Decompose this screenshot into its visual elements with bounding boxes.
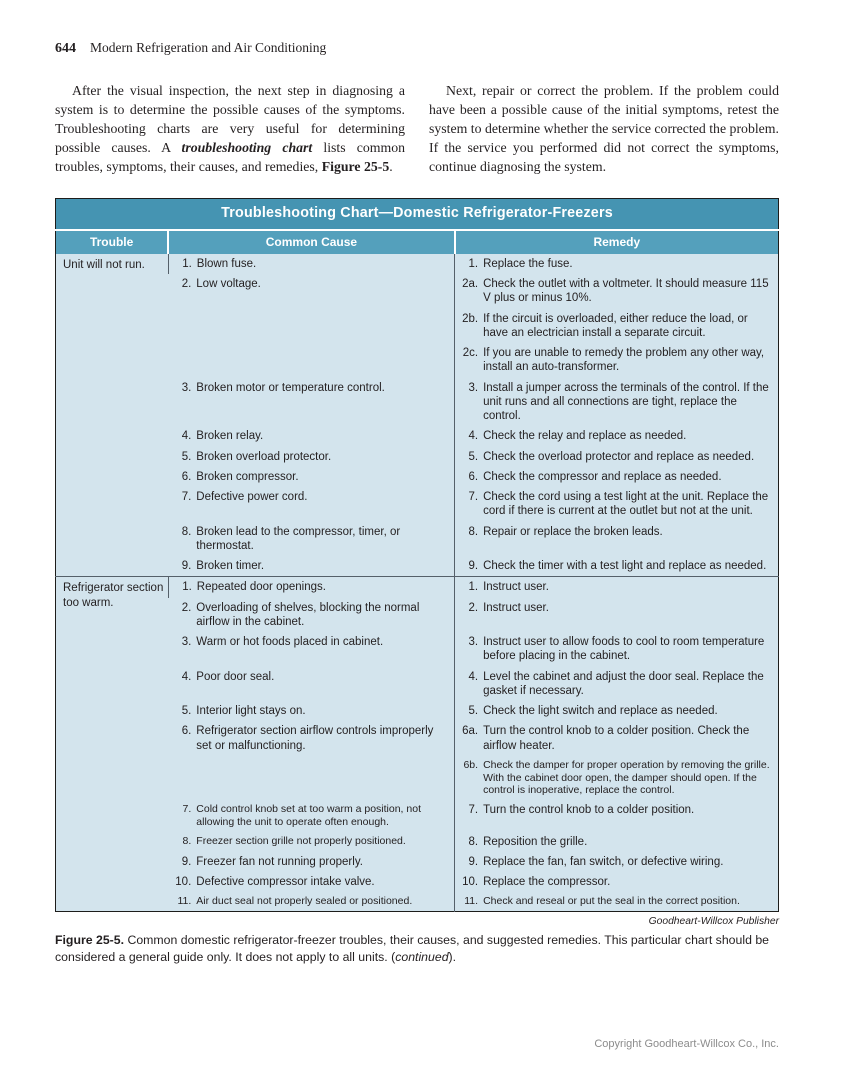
item-text: Check the relay and replace as needed. [483,430,687,443]
item-text: Broken motor or temperature control. [196,381,385,394]
item-text: Check the compressor and replace as needed. [483,470,722,483]
text-segment: Figure 25-5. [55,933,128,948]
item-text: Check the outlet with a voltmeter. It should measure 115 V plus or minus 10%. [483,278,769,305]
publisher-credit: Goodheart-Willcox Publisher [648,916,779,928]
item-number: 2a. [462,278,479,290]
text-segment: Figure 25-5 [321,159,390,175]
numbered-item [174,855,448,869]
remedy-cell [455,701,779,721]
item-number: 1. [182,581,192,594]
item-text: Instruct user to allow foods to cool to room temperature before placing in the cabinet. [483,636,765,663]
text-segment: After the visual inspection, the next step in diagnosing a system is to determine the possible causes of the symptoms. Troubleshooting charts are very useful for determining possible causes. A [55,83,405,156]
item-number: 9. [468,560,479,572]
item-number: 5. [468,705,479,717]
numbered-item [461,601,772,615]
remedy-cell [455,832,779,852]
numbered-item [461,346,772,375]
item-text: Defective power cord. [196,491,308,503]
remedy-cell [455,522,779,557]
numbered-item [174,450,448,464]
remedy-cell [455,598,779,633]
item-text: Low voltage. [196,278,261,290]
item-text: Broken timer. [196,560,265,572]
numbered-item [461,895,772,908]
remedy-cell [455,274,779,378]
remedy-cell [455,577,779,598]
item-text: Air duct seal not properly sealed or positioned. [196,895,413,908]
item-number: 9. [468,855,479,868]
text-segment: continued [395,949,449,964]
remedy-cell [455,447,779,467]
cause-cell [168,721,454,800]
cause-cell [168,598,454,633]
numbered-item [461,381,772,424]
copyright-notice: Copyright Goodheart-Willcox Co., Inc. [594,1038,779,1050]
numbered-item [461,257,772,271]
item-text: Refrigerator section airflow controls improperly set or malfunctioning. [196,725,434,752]
item-number: 2. [181,278,192,290]
numbered-item [461,312,772,341]
remedy-cell [455,556,779,577]
numbered-item [174,470,448,484]
item-text: Cold control knob set at too warm a position, not allowing the unit to operate often enough. [196,803,421,828]
page-header [55,40,779,57]
page-number: 644 [55,41,76,56]
numbered-item [461,559,772,573]
table-row [56,577,779,598]
remedy-cell [455,872,779,892]
item-text: Defective compressor intake valve. [196,876,375,889]
item-text: Check the overload protector and replace as needed. [483,450,755,463]
numbered-item [461,759,772,797]
text-segment: . [389,159,393,175]
remedy-cell [455,632,779,667]
item-text: Broken lead to the compressor, timer, or thermostat. [196,525,401,552]
item-number: 6. [181,725,192,738]
numbered-item [461,277,772,306]
item-text: Warm or hot foods placed in cabinet. [196,636,384,648]
remedy-cell [455,426,779,446]
table-body [56,254,779,912]
item-number: 8. [468,525,479,538]
troubleshooting-table [55,198,779,912]
numbered-item [174,670,448,684]
item-number: 6. [468,470,479,483]
cause-cell [168,852,454,872]
numbered-item [174,429,448,443]
item-number: 7. [468,491,479,503]
numbered-item [461,855,772,869]
cause-cell [168,632,454,667]
item-number: 2c. [462,347,479,359]
item-number: 7. [468,804,479,817]
table-title-row [56,199,779,230]
figure-caption [55,932,779,964]
trouble-cell: Refrigerator section too warm. [56,577,169,912]
numbered-item [461,525,772,539]
cause-cell [168,892,454,911]
numbered-item [174,895,448,908]
item-text: Check the light switch and replace as needed. [483,705,718,717]
cause-cell [168,701,454,721]
column-header-trouble: Trouble [56,230,169,254]
item-text: Poor door seal. [196,670,275,683]
remedy-cell [455,852,779,872]
cause-cell [168,378,454,427]
item-number: 7. [182,803,192,816]
text-segment: Next, repair or correct the problem. If the problem could have been a possible cause of the initial symptoms, retest the system to determine whether the service corrected the problem. If the service you performed did not correct the symptoms, continue diagnosing the system. [429,83,779,175]
numbered-item [461,490,772,519]
cause-cell [168,487,454,522]
item-text: Freezer section grille not properly positioned. [196,834,406,847]
numbered-item [174,381,448,395]
item-number: 3. [468,381,479,394]
text-segment: lists common troubles, symptoms, their causes, and remedies, [55,140,405,175]
item-text: Overloading of shelves, blocking the normal airflow in the cabinet. [196,601,420,628]
cause-cell [168,274,454,378]
item-number: 4. [468,430,479,443]
text-segment: troubleshooting chart [181,140,313,156]
text-segment: ). [448,949,457,964]
item-number: 8. [181,525,192,538]
numbered-item [174,724,448,753]
remedy-cell [455,487,779,522]
item-text: Check the timer with a test light and replace as needed. [483,560,767,572]
item-number: 5. [181,705,192,717]
remedy-cell [455,467,779,487]
item-number: 6. [181,470,192,483]
column-header-remedy: Remedy [455,230,779,254]
item-number: 10. [175,876,192,889]
item-number: 8. [182,834,192,847]
item-number: 1. [468,257,479,270]
trouble-cell: Unit will not run. [63,258,145,271]
numbered-item [461,470,772,484]
item-text: Broken relay. [196,430,264,443]
item-number: 3. [181,636,192,648]
item-text: Interior light stays on. [196,705,306,717]
numbered-item [461,724,772,753]
numbered-item [174,635,448,649]
item-number: 1. [468,581,479,594]
remedy-cell [455,254,779,274]
item-number: 10. [462,876,479,889]
cause-cell [168,426,454,446]
item-number: 6a. [462,725,479,738]
item-number: 6b. [463,758,479,771]
intro-text [55,81,779,176]
numbered-item [174,277,448,291]
item-number: 4. [181,430,192,443]
item-text: Replace the fuse. [483,257,573,270]
numbered-item [461,670,772,699]
item-text: Level the cabinet and adjust the door seal. Replace the gasket if necessary. [483,670,764,697]
item-text: Check the damper for proper operation by removing the grille. With the cabinet door open, the damper should open. If the control is inoperative, replace the control. [483,758,770,797]
remedy-cell [455,892,779,911]
numbered-item [174,803,448,829]
numbered-item [174,525,448,554]
item-number: 4. [181,670,192,683]
table-row [56,254,779,274]
item-text: Blown fuse. [196,257,257,270]
intro-paragraph-right [429,81,779,176]
item-text: If the circuit is overloaded, either reduce the load, or have an electrician install a separate circuit. [483,312,748,339]
numbered-item [174,704,448,718]
numbered-item [174,875,448,889]
item-number: 2. [468,601,479,614]
intro-paragraph-left [55,81,405,176]
item-number: 11. [177,895,192,908]
numbered-item [175,580,448,594]
numbered-item [461,635,772,664]
item-text: Turn the control knob to a colder position. Check the airflow heater. [483,725,750,752]
item-number: 2. [181,601,192,614]
item-text: Instruct user. [483,601,549,614]
cause-cell [168,556,454,577]
numbered-item [461,875,772,889]
item-number: 5. [468,450,479,463]
cause-cell [168,872,454,892]
numbered-item [175,257,448,271]
numbered-item [461,429,772,443]
cause-cell [168,667,454,702]
item-number: 9. [181,560,192,572]
numbered-item [461,580,772,594]
remedy-cell [455,667,779,702]
numbered-item [461,803,772,817]
item-text: Reposition the grille. [483,835,588,848]
item-number: 2b. [462,312,479,325]
numbered-item [174,601,448,630]
item-number: 3. [468,636,479,648]
cause-cell [168,832,454,852]
item-text: Broken overload protector. [196,450,332,463]
item-number: 9. [181,855,192,868]
remedy-cell [455,378,779,427]
cause-cell [168,467,454,487]
cause-cell [168,577,454,598]
item-text: Freezer fan not running properly. [196,855,363,868]
numbered-item [461,450,772,464]
item-number: 3. [181,381,192,394]
cause-cell [168,447,454,467]
item-number: 11. [464,895,479,908]
text-segment: Common domestic refrigerator-freezer troubles, their causes, and suggested remedies. This particular chart should be considered a general guide only. It does not apply to all units. ( [55,933,770,964]
numbered-item [461,704,772,718]
item-text: Replace the fan, fan switch, or defective wiring. [483,855,724,868]
item-text: Turn the control knob to a colder position. [483,804,695,817]
cause-cell [168,254,454,274]
item-number: 5. [181,450,192,463]
item-text: Broken compressor. [196,470,299,483]
remedy-cell [455,721,779,800]
item-text: Install a jumper across the terminals of the control. If the unit runs and all connections are tight, replace the control. [483,381,769,422]
cause-cell [168,522,454,557]
numbered-item [461,835,772,849]
item-number: 8. [468,835,479,848]
column-header-cause: Common Cause [168,230,454,254]
table-title: Troubleshooting Chart—Domestic Refrigerator-Freezers [56,199,779,230]
item-text: Instruct user. [483,581,549,594]
item-text: If you are unable to remedy the problem any other way, install an auto-transformer. [483,347,765,374]
item-number: 1. [182,257,192,270]
item-text: Check the cord using a test light at the unit. Replace the cord if there is current at the outlet but not at the unit. [483,491,769,518]
table-header-row [56,230,779,254]
item-text: Repair or replace the broken leads. [483,525,663,538]
running-title: Modern Refrigeration and Air Conditioning [90,40,327,55]
item-number: 7. [181,491,192,503]
item-text: Repeated door openings. [196,581,326,594]
item-text: Check and reseal or put the seal in the correct position. [483,895,740,908]
item-number: 4. [468,670,479,683]
numbered-item [174,559,448,573]
numbered-item [174,835,448,848]
remedy-cell [455,800,779,832]
item-text: Replace the compressor. [483,876,611,889]
cause-cell [168,800,454,832]
numbered-item [174,490,448,504]
